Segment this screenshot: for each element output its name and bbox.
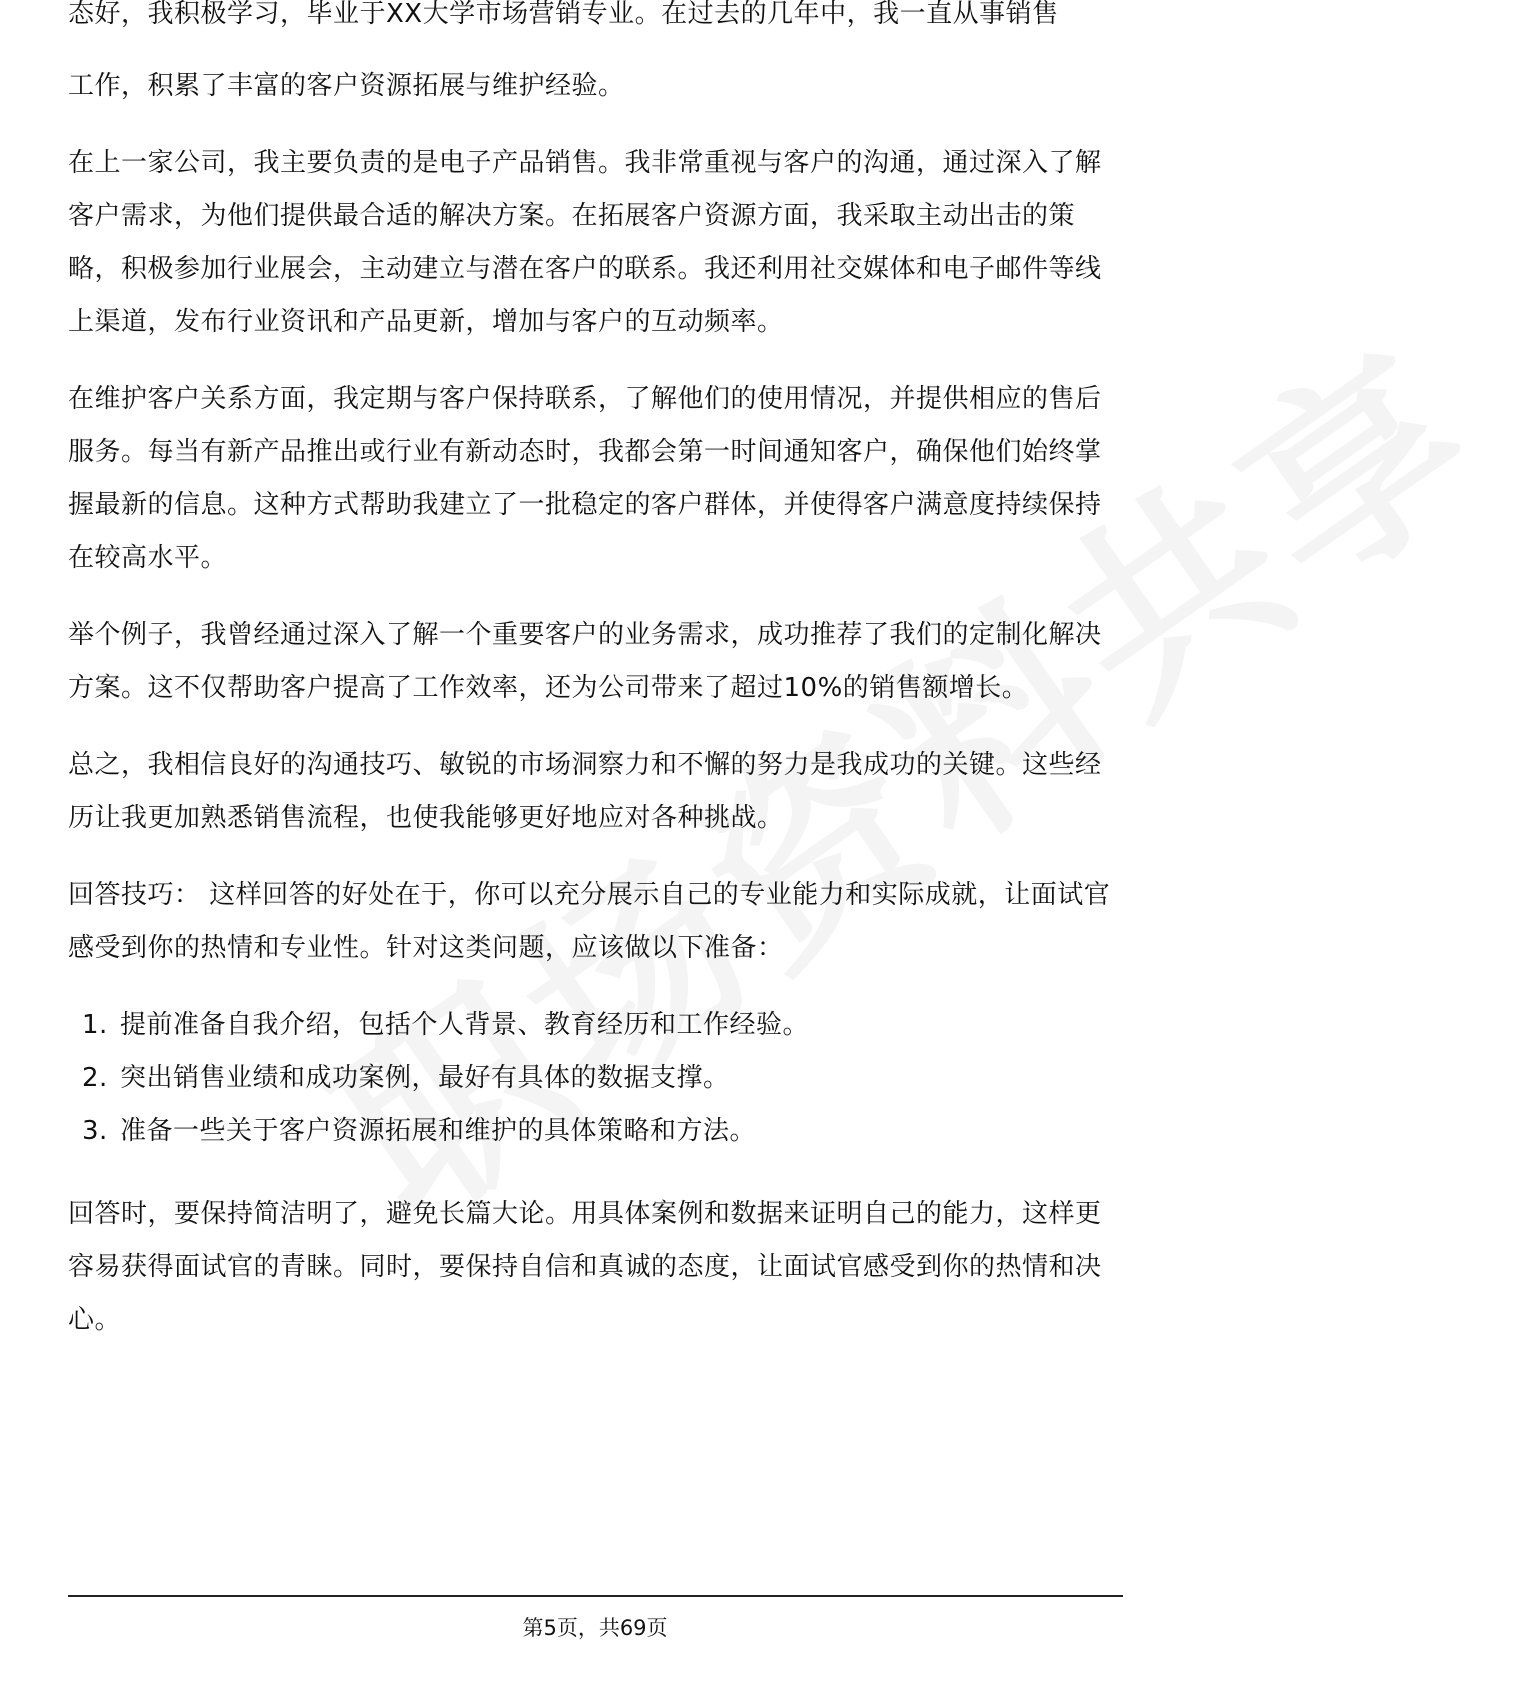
list-item-number: 3. (82, 1116, 108, 1146)
list-item (68, 999, 1123, 1052)
list-item-text: 突出销售业绩和成功案例，最好有具体的数据支撑。 (120, 1063, 730, 1093)
page-number: 第5页，共69页 (522, 1616, 668, 1640)
list-item-number: 2. (82, 1063, 108, 1093)
list-item (68, 1052, 1123, 1105)
paragraph-intro-end: 工作，积累了丰富的客户资源拓展与维护经验。 (68, 71, 625, 101)
list-item-text: 提前准备自我介绍，包括个人背景、教育经历和工作经验。 (120, 1010, 810, 1040)
document-body (68, 0, 1123, 1371)
paragraph-client-maintenance: 在维护客户关系方面，我定期与客户保持联系，了解他们的使用情况，并提供相应的售后服务。每当有新产品推出或行业有新动态时，我都会第一时间通知客户，确保他们始终掌握最新的信息。这种方式帮助我建立了一批稳定的客户群体，并使得客户满意度持续保持在较高水平。 (68, 384, 1102, 573)
list-item-text: 准备一些关于客户资源拓展和维护的具体策略和方法。 (120, 1116, 757, 1146)
list-item-number: 1. (82, 1010, 108, 1040)
paragraph-closing: 回答时，要保持简洁明了，避免长篇大论。用具体案例和数据来证明自己的能力，这样更容易获得面试官的青睐。同时，要保持自信和真诚的态度，让面试官感受到你的热情和决心。 (68, 1199, 1102, 1335)
paragraph-answer-tips: 回答技巧： 这样回答的好处在于，你可以充分展示自己的专业能力和实际成就，让面试官感受到你的热情和专业性。针对这类问题，应该做以下准备： (68, 880, 1111, 963)
list-item (68, 1105, 1123, 1158)
paragraph-cut-line: 态好，我积极学习，毕业于XX大学市场营销专业。在过去的几年中，我一直从事销售 (68, 0, 1059, 29)
paragraph-cut-top (68, 0, 1123, 38)
tips-list (68, 999, 1123, 1158)
footer-divider (68, 1595, 1123, 1597)
paragraph-summary: 总之，我相信良好的沟通技巧、敏锐的市场洞察力和不懈的努力是我成功的关键。这些经历让我更加熟悉销售流程，也使我能够更好地应对各种挑战。 (68, 750, 1102, 833)
paragraph-sales-experience: 在上一家公司，我主要负责的是电子产品销售。我非常重视与客户的沟通，通过深入了解客户需求，为他们提供最合适的解决方案。在拓展客户资源方面，我采取主动出击的策略，积极参加行业展会，主动建立与潜在客户的联系。我还利用社交媒体和电子邮件等线上渠道，发布行业资讯和产品更新，增加与客户的互动频率。 (68, 148, 1102, 337)
paragraph-example: 举个例子，我曾经通过深入了解一个重要客户的业务需求，成功推荐了我们的定制化解决方案。这不仅帮助客户提高了工作效率，还为公司带来了超过10%的销售额增长。 (68, 620, 1102, 703)
